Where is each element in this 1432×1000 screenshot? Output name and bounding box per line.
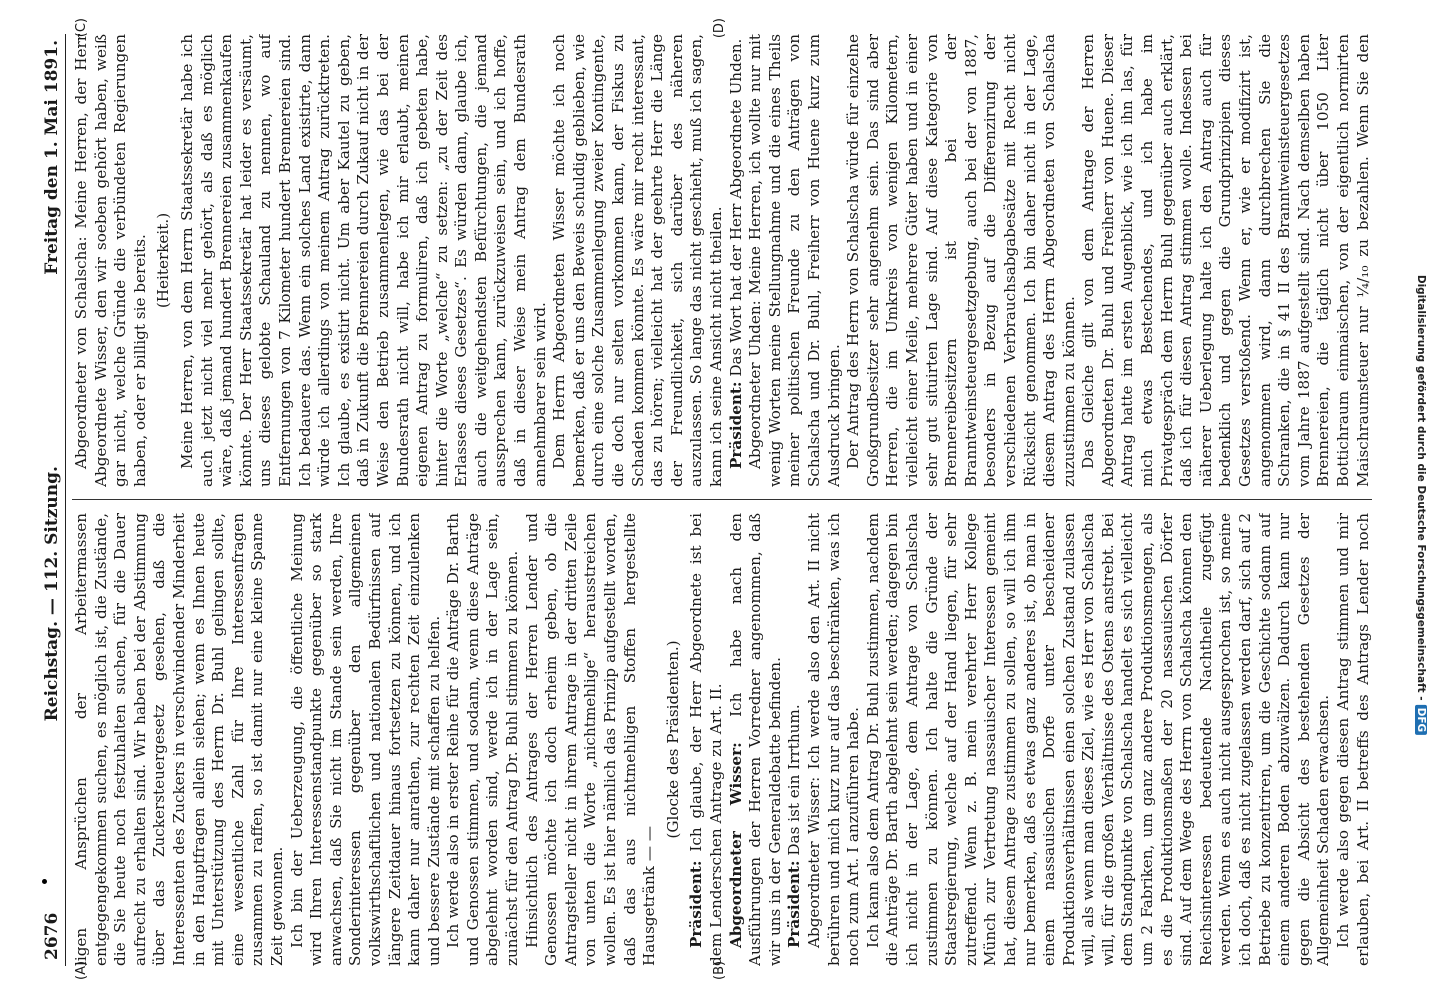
paragraph: ligen Ansprüchen der Arbeitermassen entgegengekommen suchen, es möglich ist, die Zustände, die Sie heute noch festzuhalten suchen, für die Dauer aufrecht zu erhalten sind. Wir haben bei der Abstimmung über das Zuckersteuergesetz gesehen, daß die Interessenten des Zuckers in verschwindender Minderheit in den Hauptfragen allein siehen; wenn es Ihnen heute mit Unterstützung des Herrn Dr. Buhl gelingen sollte, eine wesentliche Zahl für Ihre Interessenfragen zusammen zu raffen, so ist damit nur eine kleine Spanne Zeit gewonnen.: [72, 513, 286, 966]
margin-marker-d: (D): [712, 18, 727, 39]
speaker-label: Präsident:: [785, 860, 804, 948]
speech-text: Ich glaube, der Herr Abgeordnete ist bei dem Lenderschen Antrage zu Art. II.: [687, 513, 725, 966]
document-page: [36, 20, 1396, 980]
speech-text: Das ist ein Irrthum.: [785, 704, 804, 856]
margin-marker-c: (C): [74, 18, 89, 38]
speech-wisser: [727, 513, 786, 966]
dfg-badge: DFG: [1415, 705, 1427, 736]
speaker-label: Präsident:: [687, 860, 706, 948]
ink-dot: [42, 879, 47, 884]
text-columns: [72, 18, 1372, 980]
page-number: 2676: [42, 912, 62, 960]
left-column: [72, 513, 1372, 966]
speaker-label: Abgeordneter Wisser:: [726, 742, 745, 948]
session-title: Reichstag. — 112. Sitzung.: [42, 466, 62, 722]
speech-president: [785, 513, 805, 966]
paragraph: Dem Herrn Abgeordneten Wisser möchte ich noch bemerken, daß er uns den Beweis schuldig geblieben, wie durch eine solche Zusammenlegung zweier Kontingente, die doch nur selten vorkommen kann, der Fiskus zu Schaden kommen könnte. Es wäre mir recht interessant, das zu hören; vielleicht hat der geehrte Herr die Länge der Freundlichkeit, sich darüber des näheren auszulassen. So lange das nicht geschieht, muß ich sagen, kann ich seine Ansicht nicht theilen.: [550, 34, 725, 487]
speech-president: [687, 513, 726, 966]
paragraph: Meine Herren, von dem Herrn Staatssekretär habe ich auch jetzt nicht viel mehr gehört, als daß es möglich wäre, daß jemand hundert Brennereien zusammenkaufen könnte. Der Herr Staatssekretär hat leider es versäumt, uns dieses gelobte Schauland zu nennen, wo auf Entfernungen von 7 Kilometer hundert Brennereien sind. Ich bedauere das. Wenn ein solches Land existirte, dann würde ich allerdings von meinem Antrag zurücktreten. Ich glaube, es existirt nicht. Um aber Kautel zu geben, daß in Zukunft die Brennereien durch Zukauf nicht in der Weise den Betrieb zusammenlegen, wie das bei der Bundesrath nicht will, habe ich mir erlaubt, meinen eigenen Antrag zu formuliren, daß ich gebeten habe, hinter die Worte „welche“ zu setzen: „zu der Zeit des Erlasses dieses Gesetzes“. Es würden dann, glaube ich, auch die weitgehendsten Befürchtungen, die jemand aussprechen kann, zurückzuweisen sein, und ich hoffe, daß in dieser Weise mein Antrag dem Bundesrath annehmbarer sein wird.: [177, 34, 549, 487]
paragraph: Ich kann also dem Antrag Dr. Buhl zustimmen, nachdem die Anträge Dr. Barth abgelehnt sein werden; dagegen bin ich nicht in der Lage, dem Antrage von Schalscha zustimmen zu können. Ich halte die Gründe der Staatsregierung, welche auf der Hand liegen, für sehr zutreffend. Wenn z. B. mein verehrter Herr Kollege Münch zur Vertretung nassauischer Interessen gemeint hat, diesem Antrage zustimmen zu sollen, so will ich ihm nur bemerken, daß es etwas ganz anderes ist, ob man in einem nassauischen Dorfe unter bescheidener Produktionsverhältnissen einen solchen Zustand zulassen will, als wenn man dieses Ziel, wie es Herr von Schalscha will, für die großen Verhältnisse des Ostens anstrebt. Bei dem Standpunkte von Schalscha handelt es sich vielleicht um 2 Fabriken, um ganz andere Produktionsmengen, als es die Produktionsmaßen der 20 nassauischen Dörfer sind. Auf dem Wege des Herrn von Schalscha können den Reichsinteressen bedeutende Nachtheile zugefügt werden. Wenn es auch nicht ausgesprochen ist, so meine ich doch, daß es nicht zugelassen werden darf, sich auf 2 Betriebe zu konzentriren, um die Geschichte sodann auf einem anderen Boden abzuwälzen. Dadurch kann nur gegen die Absicht des bestehenden Gesetzes der Allgemeinheit Schaden erwachsen.: [863, 513, 1333, 966]
paragraph: Ich werde also in erster Reihe für die Anträge Dr. Barth und Genossen stimmen, und sodann, wenn diese Anträge abgelehnt worden sind, werde ich in der Lage sein, zunächst für den Antrag Dr. Buhl stimmen zu können.: [444, 513, 522, 966]
paragraph: Abgeordneter Uhden: Meine Herren, ich wollte nur mit wenig Worten meine Stellungnahme und die eines Theils meiner politischen Freunde zu den Anträgen von Schalscha und Dr. Buhl, Freiherr von Huene kurz zum Ausdruck bringen.: [746, 34, 843, 487]
speech-text: Das Wort hat der Herr Abgeordnete Uhden.: [726, 38, 745, 377]
session-date: Freitag den 1. Mai 1891.: [42, 40, 62, 275]
paragraph: Ich bin der Ueberzeugung, die öffentliche Meinung wird Ihren Interessenstandpunkte gegenüber so stark anwachsen, daß Sie nicht im Stande sein werden, Ihre Sonderinteressen gegenüber den allgemeinen volkswirthschaftlichen und nationalen Bedürfnissen auf längere Zeitdauer hinaus fortsetzen zu können, und ich kann daher nur anrathen, zur rechten Zeit einzulenken und bessere Zustände mit schaffen zu helfen.: [287, 513, 443, 966]
speaker-label: Präsident:: [726, 381, 745, 469]
speech-president: [727, 34, 747, 487]
paragraph: Ich werde also gegen diesen Antrag stimmen und mir erlauben, bei Art. II betreffs des Antrags Lender noch: [1334, 513, 1372, 966]
speech-text: Ich habe nach den Ausführungen der Herren Vorredner angenommen, daß wir uns in der Generaldebatte befinden.: [726, 513, 784, 966]
right-column: [72, 34, 1372, 487]
paragraph: Hinsichtlich des Antrages der Herren Lender und Genossen möchte ich doch erheim geben, ob die Antragsteller nicht in ihrem Antrage in der dritten Zeile von unten die Worte „nichtmehlige“ herausstreichen wollen. Es ist hier nämlich das Prinzip aufgestellt worden, daß das aus nichtmehligen Stoffen hergestellte Hausgetränk — —: [522, 513, 659, 966]
paragraph: Abgeordneter von Schalscha: Meine Herren, der Herr Abgeordnete Wisser, den wir soeben gehört haben, weiß gar nicht, welche Gründe die verbündeten Regierungen haben, oder er billigt sie bereits.: [72, 34, 149, 487]
credit-text: Digitalisierung gefördert durch die Deutsche Forschungsgemeinschaft -: [1415, 274, 1427, 701]
paragraph: Das Gleiche gilt von dem Antrage der Herren Abgeordneten Dr. Buhl und Freiherr von Huene. Dieser Antrag hatte im ersten Augenblick, wie ich ihn las, für mich etwas Bestechendes, und ich habe im Privatgespräch dem Herrn Buhl gegenüber auch erklärt, daß ich für diesen Antrag stimmen wolle. Indessen bei näherer Ueberlegung halte ich den Antrag auch für bedenklich und gegen die Grundprinzipien dieses Gesetzes verstoßend. Wenn er, wie er modifizirt ist, angenommen wird, dann durchbrechen Sie die Schranken, die in § 41 II des Branntweinsteuergesetzes vom Jahre 1887 aufgestellt sind. Nach demselben haben Brennereien, die täglich nicht über 1050 Liter Bottichraum einmaischen, von der eigentlich normirten Maischraumsteuer nur ¼/₁₀ zu bezahlen. Wenn Sie den: [1079, 34, 1372, 487]
margin-marker-a: (A): [74, 960, 89, 980]
page-header: [42, 34, 66, 966]
paragraph: Abgeordneter Wisser: Ich werde also den Art. II nicht berühren und mich kurz nur auf das beschränken, was ich noch zum Art. I anzuführen habe.: [804, 513, 863, 966]
paragraph: Der Antrag des Herrn von Schalscha würde für einzelne Großgrundbesitzer sehr angenehm sein. Das sind aber Herren, die im Umkreis von wenigen Kilometern, vielleicht einer Meile, mehrere Güter haben und in einer sehr gut situirten Lage sind. Auf diese Kategorie von Brennereibesitzern ist bei der Branntweinsteuergesetzgebung, auch bei der von 1887, besonders in Bezug auf die Differenzirung der verschiedenen Verbrauchsabgabesätze mit Recht nicht Rücksicht genommen. Ich bin daher nicht in der Lage, diesem Antrag des Herrn Abgeordneten von Schalscha zuzustimmen zu können.: [844, 34, 1078, 487]
digitization-credit: [1412, 40, 1430, 970]
stage-direction: (Glocke des Präsidenten.): [663, 640, 682, 839]
stage-direction: (Heiterkeit.): [154, 212, 173, 309]
margin-marker-b: (B): [712, 960, 727, 980]
